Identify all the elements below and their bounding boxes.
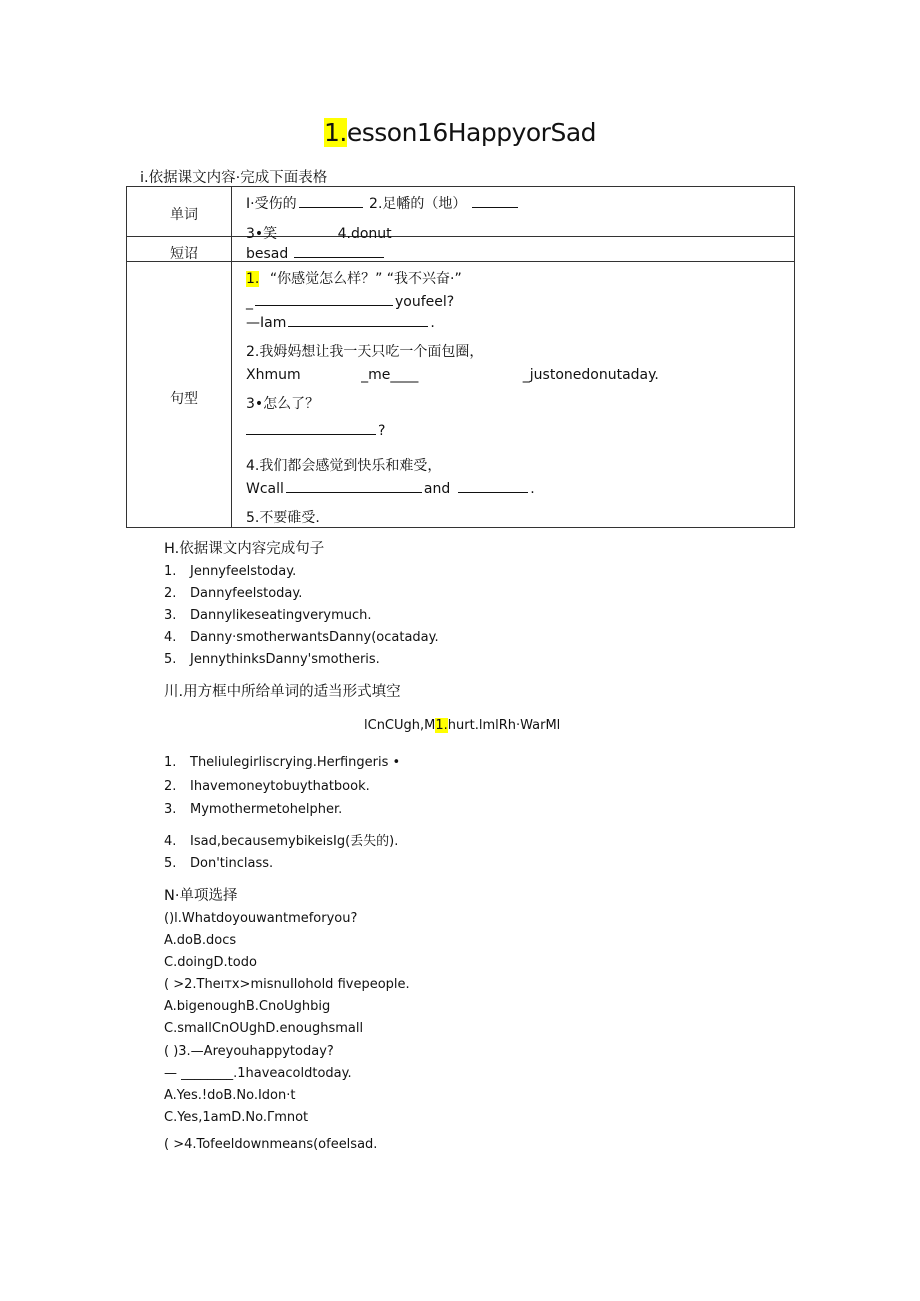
word-box: lCnCUgh,M1.hurt.lmlRh·WarMl [364, 718, 561, 733]
answer-blank[interactable] [246, 433, 376, 435]
list-item: 1. Jennyfeelstoday. [164, 564, 297, 579]
sentence-2-cn: 2.我姆妈想让我一天只吃一个面包圈， [246, 344, 484, 360]
option-line: A.bigenoughB.CnoUghbig [164, 999, 331, 1014]
list-item: 2. Ihavemoneytobuythatbook. [164, 779, 370, 794]
row-label-sentences: 句型 [170, 391, 198, 407]
answer-blank[interactable] [458, 491, 528, 493]
sentence-3-cn: 3•怎么了？ [246, 396, 320, 412]
sentence-3-en: ? [378, 423, 386, 439]
question-line: ()l.Whatdoyouwantmeforyou? [164, 911, 358, 926]
list-item: 3. Dannylikeseatingverymuch. [164, 608, 372, 623]
word-2: 2.足幡的（地） [369, 196, 467, 212]
page-title [0, 118, 920, 147]
row-label-phrases: 短诏 [170, 246, 198, 262]
sentence-1-cn: “你感觉怎么样？” “我不兴奋·” [269, 271, 462, 287]
word-3: 3•笑 [246, 226, 278, 242]
answer-blank[interactable] [472, 206, 518, 208]
section-3-heading: 川.用方框中所给单词的适当形式填空 [164, 684, 401, 700]
sentence-2-en-a: Xhmum [246, 367, 301, 383]
sentence-5-cn: 5.不要碓受. [246, 510, 320, 526]
list-item: 3. Mymothermetohelpher. [164, 802, 343, 817]
answer-blank[interactable] [255, 304, 393, 306]
list-item: 2. Dannyfeelstoday. [164, 586, 303, 601]
option-line: C.smallCnOUghD.enoughsmall [164, 1021, 364, 1036]
option-line: C.Yes,1amD.No.Γmnot [164, 1110, 309, 1125]
list-item: 4. Isad,becausemybikeisIg(丢失的). [164, 834, 399, 849]
answer-blank[interactable] [299, 206, 363, 208]
option-line: A.doB.docs [164, 933, 237, 948]
question-line: ( )3.—Areyouhappytoday? [164, 1044, 334, 1059]
list-item: 4. Danny·smotherwantsDanny(ocataday. [164, 630, 439, 645]
answer-blank[interactable] [286, 491, 422, 493]
question-line: ( >4.Tofeeldownmeans(ofeelsad. [164, 1137, 378, 1152]
answer-blank[interactable] [288, 325, 428, 327]
sentence-4-en-b: and [423, 481, 451, 497]
sentence-1-en-a: youfeel? [395, 294, 455, 310]
sentence-2-en-b: _me____ [361, 367, 419, 383]
sentence-1-number: 1. [246, 271, 260, 287]
word-1: I·受伤的 [246, 196, 297, 212]
option-line: C.doingD.todo [164, 955, 257, 970]
list-item: 5. JennythinksDanny'smotheris. [164, 652, 380, 667]
section-1-heading: i.依据课文内容·完成下面表格 [140, 170, 328, 186]
question-line: ( >2.Theıтx>misnuIlohold fivepeople. [164, 977, 410, 992]
row-label-words: 单词 [170, 207, 198, 223]
section-4-heading: N·单项选择 [164, 888, 238, 904]
title-highlight: 1. [323, 118, 347, 147]
phrase-1: besad [246, 246, 289, 262]
sentence-4-en-a: Wcall [246, 481, 284, 497]
answer-blank[interactable] [294, 256, 384, 258]
sentence-1-en-b: —Iam [246, 315, 287, 331]
section-2-heading: H.依据课文内容完成句子 [164, 541, 325, 557]
question-line: — ________.1haveacoldtoday. [164, 1066, 352, 1081]
word-4: 4.donut [337, 226, 392, 242]
sentence-2-en-c: _justonedonutaday. [522, 367, 659, 383]
option-line: A.Yes.!doB.No.Idon·t [164, 1088, 296, 1103]
sentence-4-cn: 4.我们都会感觉到快乐和难受， [246, 458, 442, 474]
title-text: esson16HappyorSad [346, 118, 597, 147]
list-item: 1. Theliulegirliscrying.Herfingeris • [164, 755, 401, 770]
list-item: 5. Don'tinclass. [164, 856, 274, 871]
